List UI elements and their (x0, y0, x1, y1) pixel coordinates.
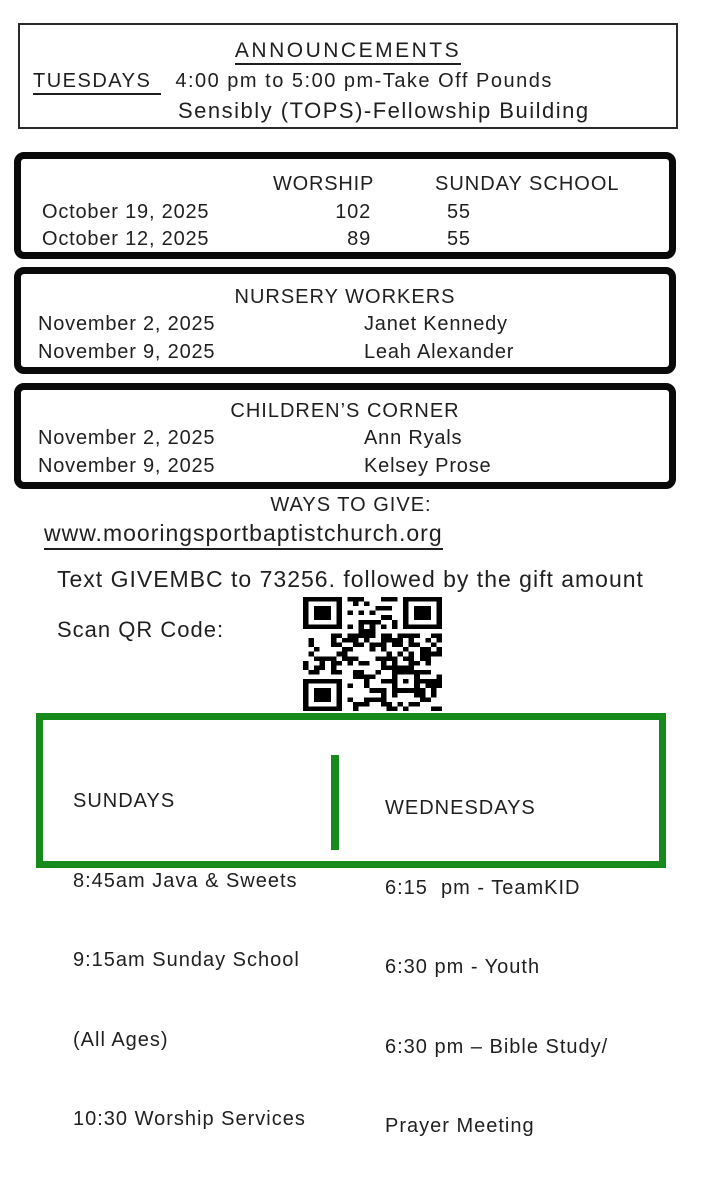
nursery-date: November 9, 2025 (38, 340, 216, 363)
announcements-title: ANNOUNCEMENTS (235, 39, 461, 65)
worship-count: 102 (335, 200, 371, 223)
schedule-item: (All Ages) (73, 1028, 169, 1051)
attendance-box (14, 152, 676, 259)
childrens-corner-title: CHILDREN’S CORNER (230, 400, 460, 422)
nursery-workers-title: NURSERY WORKERS (234, 286, 456, 308)
nursery-workers-box (14, 267, 676, 374)
childrens-date: November 2, 2025 (38, 427, 216, 449)
ways-to-give-title: WAYS TO GIVE: (270, 494, 432, 516)
table-row (21, 199, 669, 227)
schedule-item: 10:30 Worship Services (73, 1108, 306, 1130)
announcements-title-row (20, 25, 676, 64)
table-row (21, 453, 669, 481)
nursery-worker-name: Leah Alexander (364, 340, 515, 363)
schedule-item: 8:45am Java & Sweets (73, 869, 298, 892)
table-row (21, 339, 669, 367)
schedule-item: 9:15am Sunday School (73, 949, 300, 971)
childrens-leader-name: Ann Ryals (364, 427, 463, 449)
worship-column-header: WORSHIP (273, 173, 375, 195)
childrens-date: November 9, 2025 (38, 454, 216, 477)
weekly-schedule-box (36, 713, 666, 1137)
schedule-item: 6:30 pm - Youth (385, 956, 541, 978)
sunday-school-count: 55 (447, 200, 471, 223)
attendance-header-row (21, 171, 669, 199)
worship-count: 89 (347, 228, 371, 250)
announcements-box (18, 23, 678, 129)
schedule-item: 6:30 pm – Bible Study/ (385, 1035, 609, 1058)
text-to-give-instructions: Text GIVEMBC to 73256. followed by the gift amount (57, 566, 644, 592)
sunday-school-count: 55 (447, 228, 471, 250)
announcements-line1: 4:00 pm to 5:00 pm-Take Off Pounds (175, 70, 553, 92)
nursery-worker-name: Janet Kennedy (364, 313, 508, 335)
table-row (21, 311, 669, 339)
attendance-date: October 12, 2025 (42, 228, 210, 250)
schedule-item: 6:15 pm - TeamKID (385, 876, 581, 899)
announcements-line2: Sensibly (TOPS)-Fellowship Building (178, 98, 590, 123)
sundays-title: SUNDAYS (73, 790, 176, 812)
announcements-line1-row (33, 68, 676, 95)
attendance-date: October 19, 2025 (42, 200, 210, 223)
childrens-leader-name: Kelsey Prose (364, 454, 492, 477)
wednesdays-column (385, 742, 608, 1193)
sunday-school-column-header: SUNDAY SCHOOL (435, 173, 620, 195)
table-row (21, 226, 669, 254)
attendance-header-spacer (21, 171, 273, 199)
table-row (21, 425, 669, 453)
announcements-day-label: TUESDAYS (33, 70, 161, 95)
scan-qr-label: Scan QR Code: (57, 617, 225, 642)
nursery-date: November 2, 2025 (38, 313, 216, 335)
church-website-link[interactable]: www.mooringsportbaptistchurch.org (44, 520, 443, 550)
childrens-corner-box (14, 383, 676, 489)
schedule-divider (331, 755, 339, 850)
sundays-column (73, 735, 306, 1186)
schedule-item: Prayer Meeting (385, 1115, 535, 1137)
wednesdays-title: WEDNESDAYS (385, 797, 536, 819)
qr-code-icon (303, 597, 442, 711)
